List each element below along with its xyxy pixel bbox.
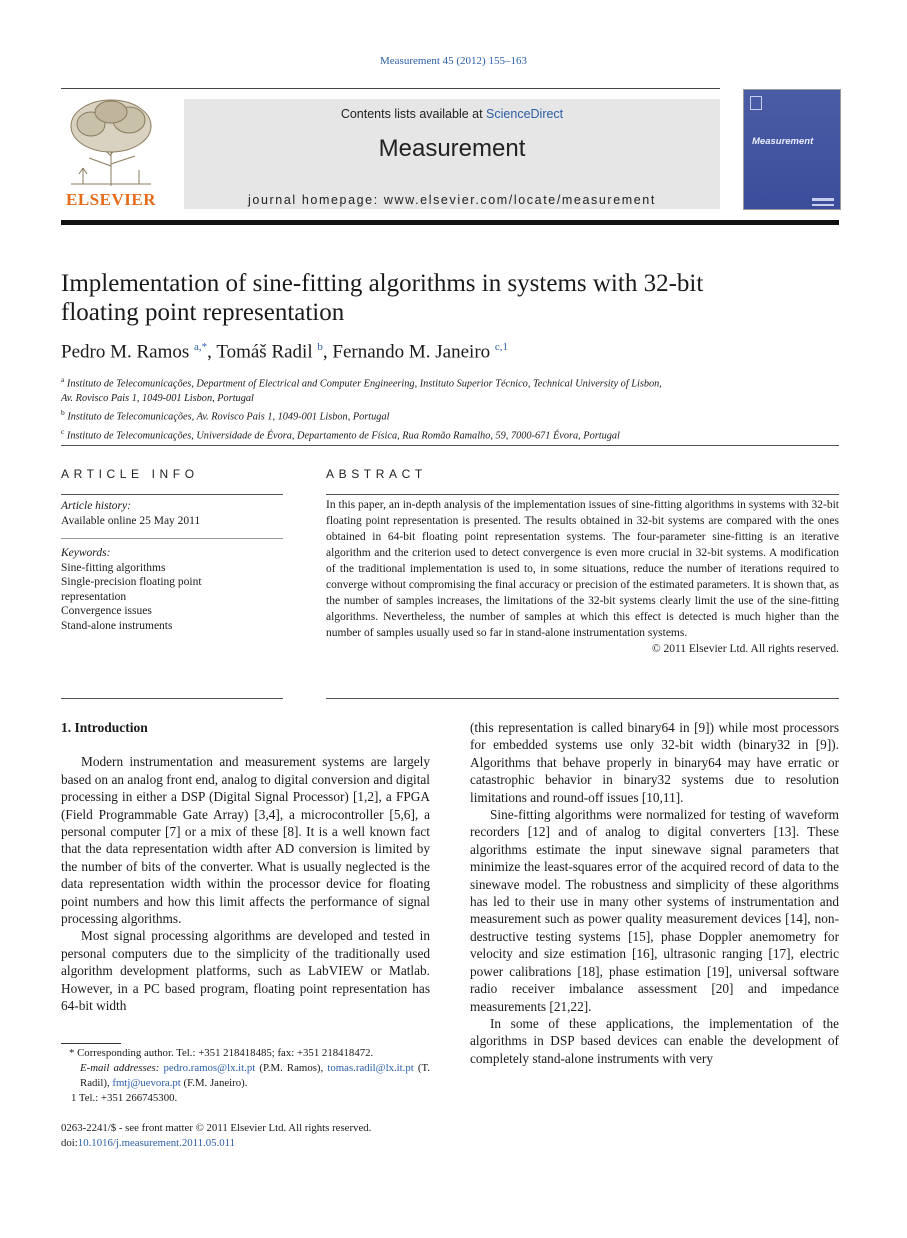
section-title: 1. Introduction: [61, 720, 148, 735]
affiliations: [61, 373, 821, 444]
author-name: Pedro M. Ramos: [61, 341, 190, 363]
affiliation-item: [61, 406, 821, 425]
affiliation-item: [61, 425, 821, 444]
email-label: E-mail addresses:: [80, 1062, 160, 1074]
homepage-prefix: journal homepage:: [248, 193, 384, 207]
email-note: [61, 1061, 430, 1091]
keywords-label: Keywords:: [61, 547, 111, 559]
journal-citation[interactable]: Measurement 45 (2012) 155–163: [380, 55, 527, 67]
elsevier-tree-logo: [61, 96, 161, 188]
cover-title: Measurement: [752, 136, 814, 147]
doi-line: [61, 1136, 481, 1151]
journal-homepage: [184, 193, 720, 207]
header-rule: [61, 88, 720, 89]
body-left-column: [61, 719, 430, 1015]
keyword-item: Single-precision floating point: [61, 576, 202, 588]
body-paragraph: Modern instrumentation and measurement systems are largely based on an analog front end, analog to digital conversion and digital processing in either a DSP (Digital Signal Processor) [1,2], a FPGA (Field Programmable Gate Array) [3,4], a microcontroller [5,6], a personal computer [7] or a mix of these [8]. It is a well known fact that the data representation width after AD conversion is limited by the number of bits of the converter. What is usually neglected is the data representation width within the processor device for floating point numbers and how this limit affects the performance of signal processing algorithms.: [61, 754, 430, 927]
author-marks[interactable]: b: [317, 341, 323, 353]
article-info-heading: ARTICLE INFO: [61, 467, 199, 481]
abstract-bottom-rule: [326, 698, 839, 699]
keyword-item: Convergence issues: [61, 605, 152, 617]
cover-emblem-icon: [750, 96, 762, 110]
info-rule: [61, 538, 283, 539]
doi-prefix: doi:: [61, 1137, 78, 1149]
abstract-text: In this paper, an in-depth analysis of the implementation issues of sine-fitting algorithms in systems with 32-bit floating point representation is presented. The results obtained in 32-bit systems are compared with the ones obtained in 64-bit floating point representation systems. The four-parameter sine-fitting is an iterative algorithm and the criterion used to detect convergence is even more crucial in 32-bit systems. A modification of the traditional implementation is used to, in some situations, reduce the number of iterations required to converge without compromising the final accuracy or precision of the estimated parameters. It is shown that, as the number of samples increases, the limitations of the 32-bit systems clearly limit the use of the sine-fitting algorithms. Nevertheless, the number of samples at which this effect is detected is much higher than the number of samples usually used so far in stand-alone instrumentation systems.: [326, 499, 839, 639]
affiliation-text: Instituto de Telecomunicações, Department of Electrical and Computer Engineering, Instituto Superior Técnico, Technical University of Lisbon,: [66, 378, 662, 390]
homepage-link[interactable]: www.elsevier.com/locate/measurement: [383, 193, 656, 207]
cover-decoration: [812, 198, 834, 201]
history-label: Article history:: [61, 500, 131, 512]
body-right-column: [470, 719, 839, 1067]
header-thick-rule: [61, 220, 839, 225]
author-separator: ,: [322, 341, 333, 363]
section-divider: [61, 445, 839, 446]
author-list: [61, 341, 841, 363]
article-history: [61, 499, 283, 528]
cover-decoration: [812, 204, 834, 206]
affiliation-text: Instituto de Telecomunicações, Universidade de Évora, Departamento de Física, Rua Romão Ramalho, 59, 7000-671 Évora, Portugal: [66, 430, 620, 442]
front-matter: [61, 1121, 481, 1151]
keywords-block: [61, 546, 283, 633]
email-link[interactable]: fmtj@uevora.pt: [112, 1077, 181, 1089]
history-value: Available online 25 May 2011: [61, 514, 201, 527]
affiliation-mark: c: [61, 427, 65, 437]
affiliation-item: [61, 392, 821, 407]
affiliation-mark: b: [61, 408, 65, 418]
journal-cover-image[interactable]: [743, 89, 841, 210]
abstract-heading: ABSTRACT: [326, 467, 427, 481]
author-marks[interactable]: a,*: [194, 341, 208, 353]
email-link[interactable]: tomas.radil@lx.it.pt: [327, 1062, 414, 1074]
author-separator: ,: [207, 341, 217, 363]
info-bottom-rule: [61, 698, 283, 699]
email-link[interactable]: pedro.ramos@lx.it.pt: [163, 1062, 256, 1074]
info-rule: [61, 494, 283, 495]
title-line-1: Implementation of sine-fitting algorithms in systems with 32-bit: [61, 270, 704, 297]
journal-name: Measurement: [378, 135, 526, 162]
sciencedirect-link[interactable]: ScienceDirect: [486, 107, 564, 121]
affiliation-text: Instituto de Telecomunicações, Av. Rovisco Pais 1, 1049-001 Lisbon, Portugal: [67, 411, 390, 423]
author-name: Fernando M. Janeiro: [332, 341, 491, 363]
email-owner: (P.M. Ramos),: [255, 1062, 328, 1074]
affiliation-mark: a: [61, 375, 65, 384]
body-paragraph: (this representation is called binary64 in [9]) while most processors for embedded systems use only 32-bit width (binary32 in [9]). Algorithms that behave properly in binary64 may have erratic or catastrophic behavior in binary32 systems due to resolution limitations and round-off issues [10,11].: [470, 720, 839, 805]
email-owner: (F.M. Janeiro).: [180, 1077, 248, 1089]
doi-link[interactable]: 10.1016/j.measurement.2011.05.011: [77, 1137, 236, 1149]
elsevier-wordmark: ELSEVIER: [66, 190, 156, 209]
article-title: [61, 269, 821, 327]
body-paragraph: Sine-fitting algorithms were normalized for testing of waveform recorders [12] and of analog to digital converters [13]. These algorithms estimate the input sinewave signal parameters that minimize the least-squares error of the acquired record of data to the sinewave model. The robustness and simplicity of these algorithms has led to their use in many other systems of instrumentation and measurement such as power quality measurement devices [14], non-destructive testing systems [15], phase Doppler anemometry for velocity and size estimation [16], ultrasonic ranging [17], electric power calibrations [18], phase estimation [19], universal software radio receiver imbalance assessment [20] and impedance measurements [21,22].: [470, 807, 839, 1014]
body-paragraph: Most signal processing algorithms are developed and tested in personal computers due to the simplicity of the traditionally used algorithm development platforms, such as LabVIEW or Matlab. However, in a PC based program, floating point representation has 64-bit width: [61, 928, 430, 1014]
abstract-body: [326, 497, 839, 657]
keyword-item: Stand-alone instruments: [61, 619, 173, 632]
author-marks[interactable]: c,1: [494, 341, 509, 353]
author-footnote: 1 Tel.: +351 266745300.: [71, 1092, 178, 1104]
title-line-2: floating point representation: [61, 299, 345, 326]
footnote-rule: [61, 1043, 121, 1044]
elsevier-logo[interactable]: [61, 96, 161, 210]
abstract-rule: [326, 494, 839, 495]
keyword-item: Sine-fitting algorithms: [61, 561, 166, 574]
affiliation-text: Av. Rovisco Pais 1, 1049-001 Lisbon, Portugal: [61, 392, 254, 404]
affiliation-item: [61, 373, 821, 392]
footnotes: [61, 1046, 430, 1106]
contents-line: [184, 107, 720, 121]
corresponding-author-note: * Corresponding author. Tel.: +351 218418485; fax: +351 218418472.: [69, 1047, 374, 1059]
author-name: Tomáš Radil: [216, 341, 313, 363]
body-paragraph: In some of these applications, the implementation of the algorithms in DSP based devices can enable the development of completely stand-alone instruments with very: [470, 1015, 839, 1066]
issn-line: 0263-2241/$ - see front matter © 2011 Elsevier Ltd. All rights reserved.: [61, 1122, 372, 1134]
contents-prefix: Contents lists available at: [340, 107, 487, 121]
keyword-item: representation: [61, 590, 127, 603]
journal-banner: [184, 99, 720, 209]
abstract-copyright: © 2011 Elsevier Ltd. All rights reserved.: [651, 643, 839, 655]
email-owner: (T. Radil),: [80, 1062, 431, 1089]
